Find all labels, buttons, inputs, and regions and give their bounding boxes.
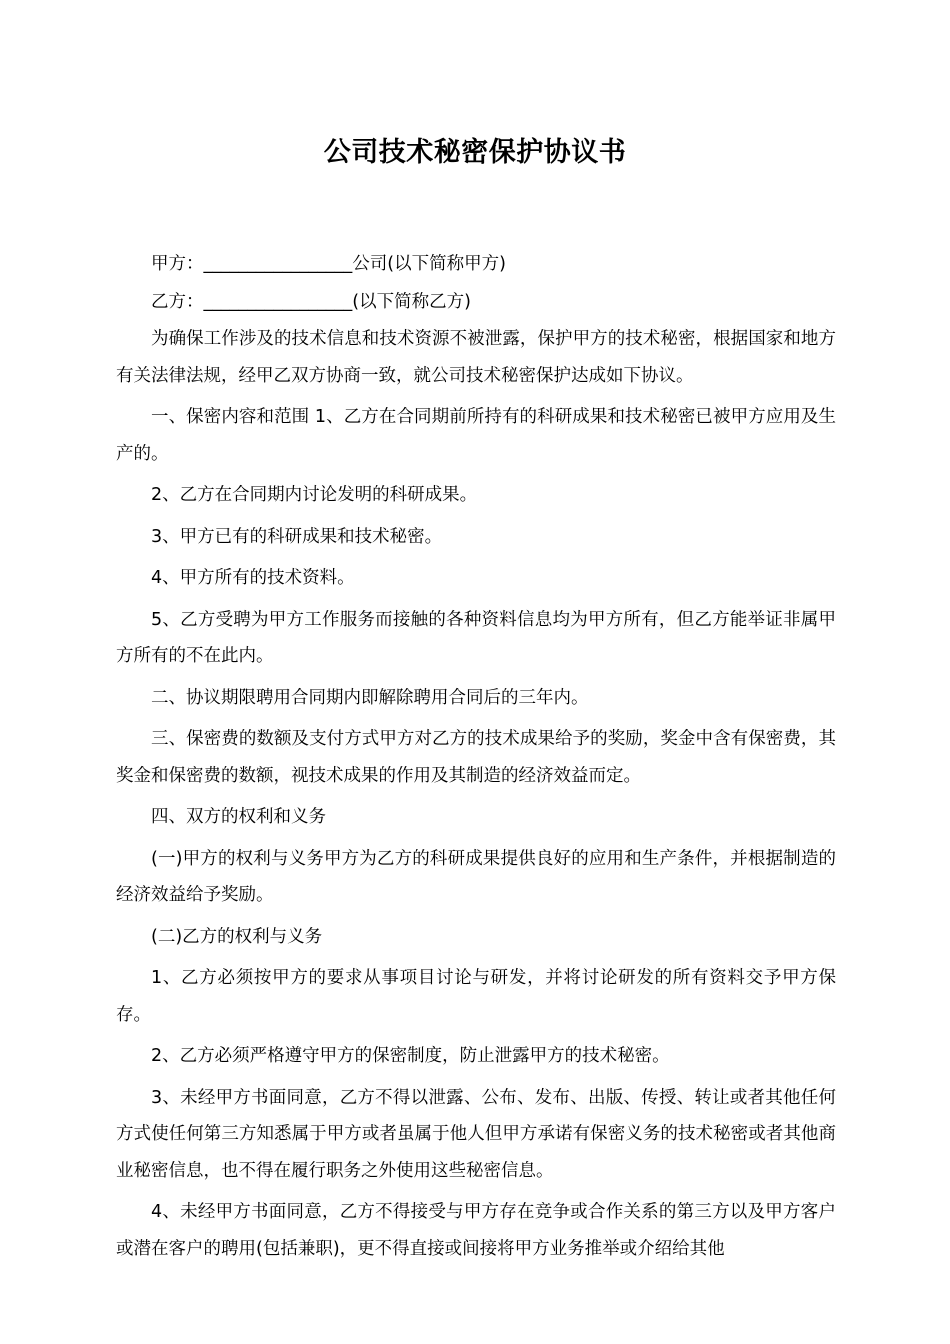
section-1-item-3: 3、甲方已有的科研成果和技术秘密。 — [151, 526, 443, 547]
party-b-line: 乙方：_________________(以下简称乙方) — [151, 291, 471, 312]
document-body — [116, 246, 836, 1272]
section-4-party-b-item-2: 2、乙方必须严格遵守甲方的保密制度，防止泄露甲方的技术秘密。 — [151, 1046, 670, 1066]
section-4-party-b-heading: (二)乙方的权利与义务 — [151, 926, 323, 947]
section-4-party-a-duties: (一)甲方的权利与义务甲方为乙方的科研成果提供良好的应用和生产条件，并根据制造的经济效益给予奖励。 — [116, 848, 836, 905]
section-4-heading: 四、双方的权利和义务 — [151, 807, 326, 827]
section-1-item-4: 4、甲方所有的技术资料。 — [151, 568, 355, 588]
section-1-item-1: 一、保密内容和范围 1、乙方在合同期前所持有的科研成果和技术秘密已被甲方应用及生产的。 — [116, 407, 836, 464]
document-title: 公司技术秘密保护协议书 — [323, 137, 627, 168]
section-4-party-b-item-4: 4、未经甲方书面同意，乙方不得接受与甲方存在竞争或合作关系的第三方以及甲方客户或潜在客户的聘用(包括兼职)，更不得直接或间接将甲方业务推举或介绍给其他 — [116, 1202, 836, 1259]
party-a-line: 甲方：_________________公司(以下简称甲方) — [151, 254, 506, 274]
section-4-party-b-item-1: 1、乙方必须按甲方的要求从事项目讨论与研发，并将讨论研发的所有资料交予甲方保存。 — [116, 968, 836, 1025]
section-4-party-b-item-3: 3、未经甲方书面同意，乙方不得以泄露、公布、发布、出版、传授、转让或者其他任何方式使任何第三方知悉属于甲方或者虽属于他人但甲方承诺有保密义务的技术秘密或者其他商业秘密信息，也不得在履行职务之外使用这些秘密信息。 — [116, 1087, 836, 1181]
section-3-fee: 三、保密费的数额及支付方式甲方对乙方的技术成果给予的奖励，奖金中含有保密费，其奖金和保密费的数额，视技术成果的作用及其制造的经济效益而定。 — [116, 729, 836, 786]
section-1-item-5: 5、乙方受聘为甲方工作服务而接触的各种资料信息均为甲方所有，但乙方能举证非属甲方所有的不在此内。 — [116, 609, 836, 666]
section-2-term: 二、协议期限聘用合同期内即解除聘用合同后的三年内。 — [151, 687, 589, 708]
preamble-paragraph: 为确保工作涉及的技术信息和技术资源不被泄露，保护甲方的技术秘密，根据国家和地方有关法律法规，经甲乙双方协商一致，就公司技术秘密保护达成如下协议。 — [116, 329, 836, 386]
section-1-item-2: 2、乙方在合同期内讨论发明的科研成果。 — [151, 485, 478, 505]
